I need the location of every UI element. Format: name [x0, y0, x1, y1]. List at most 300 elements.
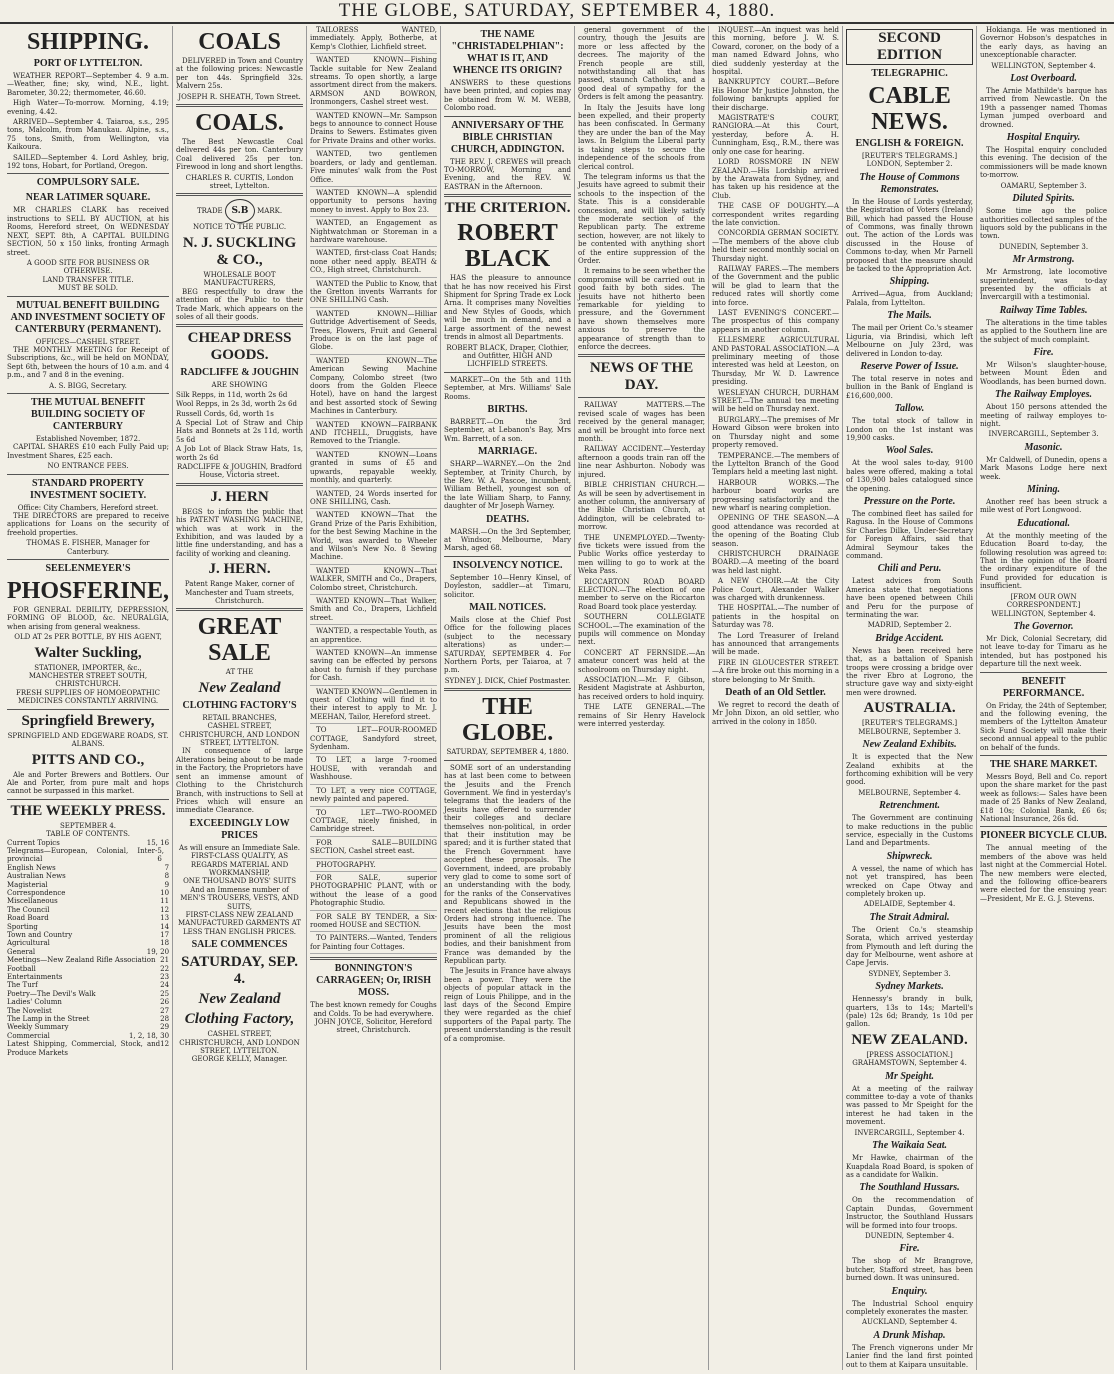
reuter-2: [REUTER'S TELEGRAMS.] [861, 719, 958, 728]
anniversary-heading: ANNIVERSARY OF THE BIBLE CHRISTIAN CHURCH, ADDINGTON. [450, 119, 565, 155]
coals-body: DELIVERED in Town and Country at the following prices: Newcastle per ton 44s. Springfield 32s. Malvern 25s. [176, 57, 304, 91]
capital: CAPITAL SHARES £10 each Fully Paid up; Investment Shares, £25 each. [7, 443, 170, 460]
railway-emp-body: About 150 persons attended the meeting of railway employes to-night. [980, 403, 1108, 428]
toc-page-cell: 1, 2, 18, 30 [128, 1031, 170, 1040]
columns [4, 26, 1110, 1370]
classified-ad: WANTED KNOWN—That WALKER, SMITH and Co., Drapers, Colombo street, Christchurch. [310, 567, 437, 595]
london: LONDON, September 2. [866, 160, 953, 169]
toc-page-cell: 11 [160, 897, 170, 906]
hospital: THE HOSPITAL.—The number of patients in the hospital on Saturday was 78. [712, 604, 840, 630]
column-7 [843, 26, 977, 1370]
oamaru: OAMARU, September 3. [1000, 181, 1087, 190]
list-item: A Special Lot of Straw and Chip Hats and Bonnets at 2s 11d, worth 5s 6d [176, 418, 304, 444]
wellington: WELLINGTON, September 4. [991, 61, 1096, 70]
toc-title-cell: Football [7, 964, 36, 973]
telegraphic: TELEGRAPHIC. [871, 68, 948, 79]
must-be-sold: MUST BE SOLD. [58, 284, 119, 293]
tax: THE CASE OF DOUGHTY.—A correspondent writes regarding the late conviction. [712, 202, 840, 227]
brewery-addr: SPRINGFIELD AND EDGEWARE ROADS, ST. ALBANS. [7, 731, 169, 749]
walter-addr: STATIONER, IMPORTER, &c., MANCHESTER STREET SOUTH, CHRISTCHURCH. [28, 663, 148, 689]
toc-page-cell: 14 [160, 922, 170, 931]
improvement: CHRISTCHURCH DRAINAGE BOARD.—A meeting of the board was held last night. [712, 549, 840, 575]
railway-emp: The Railway Employes. [995, 389, 1092, 401]
dunedin-8: DUNEDIN, September 3. [998, 242, 1089, 251]
toc-row [7, 1023, 169, 1031]
classified-ad: TO LET—FOUR-ROOMED COTTAGE, Sandyford street, Sydenham. [310, 726, 437, 754]
cable-news: CABLE NEWS. [868, 83, 951, 135]
classified-ad: FOR SALE, superior PHOTOGRAPHIC PLANT, with or without the lease of a good Photographic Studio. [310, 874, 437, 911]
invercargill: INVERCARGILL, September 4. [854, 1128, 965, 1137]
great-sale: GREAT SALE [197, 614, 282, 667]
toc-row [7, 948, 169, 956]
wool: Wool Sales. [885, 445, 934, 457]
toc-row [7, 981, 169, 989]
toc-title-cell: Town and Country [7, 931, 73, 939]
toc-row [7, 897, 169, 905]
radcliffe-sign: RADCLIFFE & JOUGHIN, Bradford House, Victoria street. [177, 462, 303, 480]
shipping-heading: SHIPPING. [27, 29, 150, 55]
markets: Sydney Markets. [875, 981, 944, 993]
mark-label: MARK. [257, 207, 283, 216]
chili: Chili and Peru. [877, 563, 942, 575]
suckling: N. J. SUCKLING & CO., [182, 234, 297, 268]
mail-heading: MAIL NOTICES. [469, 602, 546, 614]
mr-speight: Mr Speight. [885, 1070, 934, 1082]
robert-black: ROBERT BLACK [457, 220, 558, 273]
globe-date: SATURDAY, SEPTEMBER 4, 1880. [446, 748, 569, 757]
toc-title-cell: The Novelist [7, 1006, 52, 1015]
mining: Mining. [1026, 484, 1061, 496]
bonnington: BONNINGTON'S CARRAGEEN; Or, IRISH MOSS. [316, 963, 431, 999]
standard-office: Office: City Chambers, Hereford street. [17, 503, 159, 512]
markets-body: Hennessy's brandy in bulk, quarters, 13s to 14s; Martell's (pale) 12s 6d; Brandy, 1s 10d per gallon. [846, 995, 974, 1029]
melbourne-2: MELBOURNE, September 4. [858, 788, 961, 797]
body-1: general government of the country, though the Jesuits are more or less affected by the decrees. The majority of the French people are still, notwithstanding all that has passed, staunch Catholics, and a good deal of sympathy for the Orders is felt among the peasantry. [578, 26, 706, 102]
benefit: BENEFIT PERFORMANCE. [1002, 675, 1085, 699]
classified-ad: WANTED KNOWN—A splendid opportunity to persons having money to invest. Apply to Box 23. [310, 189, 437, 217]
marriage-1: SHARP—WARNEY.—On the 2nd September, at Trinity Church, by the Rev. W. A. Pascoe, incumbent, William Bethell, youngest son of the late William Sharp, to Fanny, daughter of Mr Joseph Warney. [444, 460, 572, 511]
news-heading: NEWS OF THE DAY. [589, 360, 694, 394]
sale-ad: MARKET—On the 5th and 11th September, at Mrs. Williams' Sale Rooms. [444, 375, 572, 401]
mens: MEN'S TROUSERS, VESTS, AND SUITS, [180, 894, 299, 911]
toc-row [7, 1015, 169, 1023]
toc-page-cell: 5, 6 [157, 846, 165, 864]
phos-body: FOR GENERAL DEBILITY, DEPRESSION, FORMING OF BLOOD, &c. NEURALGIA, when arising from general weakness. [7, 606, 170, 631]
agricultural: ELLESMERE AGRICULTURAL AND PASTORAL ASSOCIATION.—A preliminary meeting of those interested was held at Leeston, on Thursday, Mr W. D. Lawrence presiding. [712, 336, 840, 387]
railway-tables-body: The alterations in the time tables as applied to the Southern line are the subject of much complaint. [980, 318, 1108, 344]
toc-title-cell: General [7, 947, 36, 956]
toc-row [7, 889, 169, 897]
coals-sign: JOSEPH R. SHEATH, Town Street. [178, 92, 301, 101]
classified-ad: WANTED KNOWN—That the Grand Prize of the Paris Exhibition, for the best Sewing Machine in the World, was awarded to Wheeler and Wilson's New No. 8 Sewing Machine. [310, 511, 437, 564]
classified-ad: WANTED KNOWN—That Walker, Smith and Co., Drapers, Lichfield street. [310, 597, 437, 625]
fire-7-body: The shop of Mr Brangrove, butcher, Stafford street, has been burned down. It was uninsured. [846, 1257, 974, 1283]
nzexhib-body: It is expected that the New Zealand exhibits at the forthcoming exhibition will be very good. [846, 753, 974, 787]
toc-page-cell: 23 [160, 973, 170, 982]
toc-row [7, 839, 169, 847]
toc-row [7, 914, 169, 922]
toc-page-cell: 13 [160, 914, 170, 923]
australia: AUSTRALIA. [863, 700, 956, 717]
offices: OFFICES—CASHEL STREET. [35, 337, 141, 346]
burglary: BURGLARY.—The premises of Mr Howard Gibson were broken into on Thursday night and some property removed. [712, 415, 840, 450]
kelly: GEORGE KELLY, Manager. [191, 1055, 288, 1064]
nz-assoc: [PRESS ASSOCIATION.] [866, 1050, 953, 1059]
lost: Lost Overboard. [1010, 73, 1077, 85]
trade-label: TRADE [196, 207, 223, 216]
classified-ad: WANTED KNOWN—The American Sewing Machine Company, Colombo street (two doors from the Golden Fleece Hotel), have on hand the largest and best assorted stock of Sewing Machines in Canterbury. [310, 357, 437, 419]
bankruptcy: BANKRUPTCY COURT.—Before His Honor Mr Justice Johnston, the following bankrupts applied for their discharge. [712, 78, 840, 112]
weekly-press: THE WEEKLY PRESS. [10, 802, 166, 819]
classified-ad: WANTED KNOWN—An immense saving can be effected by persons about to furnish if they purchase for Cash. [310, 649, 437, 686]
walter: Walter Suckling, [34, 644, 142, 661]
classified-ad: WANTED the Public to Know, that the Gretton invents Warrants for ONE SHILLING Cash. [310, 280, 437, 308]
classified-ad: FOR SALE—BUILDING SECTION, Cashel street east. [310, 839, 437, 859]
toc-title-cell: Miscellaneous [7, 897, 58, 906]
christadelphian-body: ANSWERS to these questions have been printed, and copies may be obtained from W. M. WEBB, Colombo road. [444, 79, 572, 113]
hussars-body: On the recommendation of Captain Dundas, Government Instructor, the Southland Hussars will be formed into four troops. [846, 1196, 974, 1230]
strait-body: The Orient Co.'s steamship Sorata, which arrived yesterday from Plymouth and left during the day for Melbourne, went ashore at Cape Jervis. [846, 925, 974, 968]
insolvency-body: September 10—Henry Kinsel, of Doyleston, saddler—at Timaru, solicitor. [444, 573, 572, 599]
latimer-body: MR CHARLES CLARK has received instructions to SELL BY AUCTION, at his Rooms, Hereford street, On WEDNESDAY NEXT, SEPT. 8th, A CAPITAL BUILDING SECTION, 50 x 150 links, fronting Armagh street. [7, 206, 170, 257]
porte: Pressure on the Porte. [863, 495, 956, 507]
toc-title-cell: Telegrams—European, Colonial, Inter-provincial [7, 846, 158, 864]
toc-page-cell: 7 [164, 863, 170, 872]
classified-ad: TO LET, a very nice COTTAGE, newly painted and papered. [310, 787, 437, 807]
toc-title-cell: Road Board [7, 914, 49, 923]
christadelphian-heading: THE NAME "CHRISTADELPHIAN": WHAT IS IT, AND WHENCE ITS ORIGIN? [451, 29, 564, 76]
share-body: Messrs Boyd, Bell and Co. report upon the share market for the past week as follows:— Sales have been made of 25 Banks of New Zealand, £18 10s; Colonial Bank, £6 6s; National Insurance, 26s 6d. [980, 772, 1108, 823]
toc-title-cell: Entertainments [7, 973, 63, 982]
lord-dundas: The Lord Treasurer of Ireland has announced that arrangements will be made. [712, 631, 840, 657]
retrenchment-body: The Government are continuing to make reductions in the public service, especially in the Customs Land and Departments. [846, 814, 974, 848]
toc-row [7, 973, 169, 981]
german: CONCORDIA GERMAN SOCIETY.—The members of the above club held their second monthly social on Thursday night. [712, 229, 840, 263]
classified-ad: WANTED KNOWN—FAIRBANK AND ITCHELL, Druggists, have Removed to the Triangle. [310, 421, 437, 449]
first-class: FIRST-CLASS QUALITY, AS REGARDS MATERIAL AND WORKMANSHIP, [190, 852, 289, 877]
coals2-heading: COALS. [195, 110, 284, 137]
saturday: SATURDAY, SEP. 4. [181, 954, 298, 988]
toc-row [7, 965, 169, 973]
toc-title-cell: English News [7, 863, 56, 872]
magistrates: MAGISTRATE'S COURT, RANGIORA.—At this Court, yesterday, before A. H. Cunningham, Esq., R.M., there was only one case for hearing. [712, 114, 840, 156]
hussars: The Southland Hussars. [859, 1182, 960, 1194]
news-item: THE UNEMPLOYED.—Twenty-five tickets were issued from the Public Works office yesterday to men willing to go to work at the Weka Pass. [578, 533, 706, 576]
toc-page-cell: 9 [164, 880, 170, 889]
toc-page-cell: 8 [164, 872, 170, 881]
arrived: ARRIVED—September 4. Taiaroa, s.s., 295 tons, Malcolm, from Manukau. Alpine, s.s., 75 tons, Smith, from Wellington, via Kaikoura. [7, 118, 170, 152]
fire-7: Fire. [899, 1243, 920, 1255]
toc-page-cell: 18 [160, 939, 170, 948]
toc-title-cell: Correspondence [7, 888, 66, 897]
grahamstown: GRAHAMSTOWN, September 4. [852, 1059, 967, 1068]
compulsory-heading: COMPULSORY SALE. [36, 177, 140, 189]
pioneer: PIONEER BICYCLE CLUB. [980, 830, 1107, 842]
fisher-sign: THOMAS E. FISHER, Manager for Canterbury. [26, 539, 150, 556]
reuter: [REUTER'S TELEGRAMS.] [861, 152, 958, 160]
port-heading: PORT OF LYTTELTON. [33, 58, 143, 69]
column-2 [173, 26, 307, 1370]
good-site: A GOOD SITE FOR BUSINESS OR OTHERWISE. [26, 258, 150, 276]
wanted-list [310, 26, 437, 954]
news-item: BIBLE CHRISTIAN CHURCH.—As will be seen by advertisement in another column, the anniversary of the Bible Christian Church, at Addington, will be celebrated to-morrow. [578, 481, 706, 532]
thousand: ONE THOUSAND BOYS' SUITS [183, 877, 296, 886]
black-sign: ROBERT BLACK, Draper, Clothier, and Outfitter, HIGH AND LICHFIELD STREETS. [446, 343, 569, 369]
fire-8-body: Mr Wilson's slaughter-house, between Mount Eden and Woodlands, has been burned down. [980, 360, 1108, 386]
coals2-body: The Best Newcastle Coal delivered 44s per ton. Canterbury Coal delivered 25s per ton. Firewood in long and short lengths. [176, 138, 304, 172]
toc-page-cell: 22 [160, 964, 170, 973]
news-item: RAILWAY MATTERS.—The revised scale of wages has been received by the general manager, and will be brought into force next month. [578, 401, 706, 444]
toc-title-cell: Sporting [7, 922, 38, 931]
governor-body: Mr Dick, Colonial Secretary, did not leave to-day for Timaru as he intended, but has postponed his departure till the next week. [980, 634, 1108, 669]
suckling-body: BEG respectfully to draw the attention of the Public to their Trade Mark, which appears on the soles of all their goods. [176, 287, 304, 321]
column-5 [575, 26, 709, 1370]
tallow-body: The total stock of tallow in London on the 1st instant was 19,900 casks. [846, 417, 974, 442]
invercargill-8: INVERCARGILL, September 3. [988, 430, 1099, 439]
hern-addr: Patent Range Maker, corner of Manchester and Tuam streets, Christchurch. [184, 580, 295, 606]
commons-body: In the House of Lords yesterday, the Registration of Voters (Ireland) Bill, which had passed the House of Commons, was finally thrown out. The action of the Lords was discussed in the House of Commons to-day, when Mr Parnell proposed that the measure should be tacked to the Appropriation Act. [846, 197, 974, 274]
toc-page-cell: 29 [160, 1023, 170, 1032]
classified-ad: WANTED KNOWN—Hilliar Guttridge Advertisement of Seeds, Trees, Flowers, Fruit and General Produce is on the last page of Globe. [310, 310, 437, 355]
toc-title-cell: The Council [7, 905, 50, 914]
educational: Educational. [1016, 517, 1071, 529]
fire: FIRE IN GLOUCESTER STREET.—A fire broke out this morning in a store belonging to Mr Smith. [712, 658, 840, 684]
pitts-body: Ale and Porter Brewers and Bottlers. Our Ale and Porter, from pure malt and hops cannot be surpassed in this market. [7, 770, 170, 796]
immense: And an Immense number of [190, 885, 289, 894]
toc-page-cell: 21 [160, 956, 170, 965]
column-6 [709, 26, 843, 1370]
chili-body: Latest advices from South America state that negotiations have been opened between Chili and Peru for the purpose of terminating the war. [846, 577, 974, 620]
toc-page-cell: 24 [160, 981, 170, 990]
enquiry-body: The Industrial School enquiry completely exonerates the master. [846, 1299, 974, 1316]
classified-ad: WANTED, an Engagement as Nightwatchman or Storeman in a hardware warehouse. [310, 219, 437, 247]
diluted-body: Some time ago the police authorities collected samples of the liquors sold by the publicans in the town. [980, 207, 1108, 241]
opening: OPENING OF THE SEASON.—A good attendance was recorded at the opening of the Boating Club season. [712, 514, 840, 548]
concert: A NEW CHOIR.—At the City Police Court, Alexander Walker was charged with drunkenness. [712, 577, 840, 602]
phosferine: PHOSFERINE, [7, 578, 170, 605]
suckling-sub: WHOLESALE BOOT MANUFACTURERS, [203, 270, 276, 288]
toc-row [7, 1032, 169, 1040]
armstrong: Mr Armstrong. [1012, 254, 1075, 266]
toc-page-cell: 26 [160, 998, 170, 1007]
hospital-8-body: The Hospital enquiry concluded this evening. The decision of the commissioners will be made known to-morrow. [980, 146, 1108, 180]
masthead [0, 0, 1114, 24]
radcliffe: RADCLIFFE & JOUGHIN [180, 367, 299, 379]
column-1 [4, 26, 173, 1370]
toc-page-cell: 28 [160, 1015, 170, 1024]
body-3: The telegram informs us that the Jesuits have agreed to submit their schools to the inspection of the State. This is a considerable concession, and will likely satisfy the moderate section of the Republican party. The extreme section, however, are not likely to be contented with anything short of the entire suppression of the Order. [578, 172, 706, 265]
pitts: PITTS AND CO., [31, 751, 145, 768]
from-own: [FROM OUR OWN CORRESPONDENT.] [1006, 592, 1081, 610]
toc-title: TABLE OF CONTENTS. [46, 830, 130, 839]
death-1: MARSH.—On the 3rd September, at Windsor, Melbourne, Mary Marsh, aged 68. [444, 527, 572, 553]
globe-heading: THE GLOBE. [461, 694, 554, 747]
column-4 [441, 26, 575, 1370]
classified-ad: TO PAINTERS.—Wanted, Tenders for Painting four Cottages. [310, 934, 437, 954]
classified-ad: TO LET, a large 7-roomed HOUSE, with verandah and Washhouse. [310, 756, 437, 784]
masthead-title: THE GLOBE, SATURDAY, SEPTEMBER 4, 1880. [338, 0, 776, 21]
toc-page-cell: 15, 16 [146, 838, 170, 847]
shipwreck: Shipwreck. [886, 850, 933, 862]
births-heading: BIRTHS. [487, 403, 528, 415]
english-foreign: ENGLISH & FOREIGN. [855, 138, 964, 149]
porte-body: The combined fleet has sailed for Ragusa. In the House of Commons Sir Charles Dilke, Under-Secretary for Foreign Affairs, said that Admiral Seymour takes the command. [846, 509, 974, 560]
melbourne: MELBOURNE, September 3. [858, 727, 961, 736]
toc-title-cell: Meetings—New Zealand Rifle Association [7, 956, 156, 965]
toc-row [7, 847, 169, 864]
classified-ad: WANTED KNOWN—Fishing Tackle suitable for New Zealand streams. To open shortly, a large assortment direct from the makers. ARMSON AND BOWRON, Ironmongers, Cashel street west. [310, 56, 437, 109]
wellington-8b: WELLINGTON, September 4. [991, 609, 1096, 618]
madrid: MADRID, September 2. [867, 621, 952, 630]
news-item: SOUTHERN COLLEGIATE SCHOOL.—The examination of the pupils will commence on Monday next. [578, 613, 706, 647]
reserve-body: The total reserve in notes and bullion in the Bank of England is £16,600,000. [846, 374, 974, 400]
toc-page-cell: 12 [160, 905, 170, 914]
toc-row [7, 906, 169, 914]
fcnz: FIRST-CLASS NEW ZEALAND MANUFACTURED GARMENTS AT LESS THAN ENGLISH PRICES. [178, 910, 302, 936]
weather-report: WEATHER REPORT—September 4. 9 a.m.—Weather, fine; sky, wind, N.E., light. Barometer, 30.22; thermometer, 46.60. [7, 72, 170, 97]
railway-fare: RAILWAY FARES.—The members of the Government and the public will be glad to learn that the reduced rates will shortly come into force. [712, 264, 840, 307]
anniversary-body: THE REV. J. CREWES will preach TO-MORROW, Morning and Evening, and the REV. W. EASTRAN in the Afternoon. [444, 157, 572, 191]
nzexhib: New Zealand Exhibits. [862, 739, 957, 751]
notice: NOTICE TO THE PUBLIC. [192, 223, 287, 232]
news-item: THE LATE GENERAL.—The remains of Sir Henry Havelock were interred yesterday. [578, 703, 706, 729]
cf2: Clothing Factory, [184, 1011, 295, 1028]
bridge-body: News has been received here that, as a battalion of Spanish troops were crossing a bridge over the river Ebro at Logrono, the structure gave way and sixty-eight men were drowned. [846, 646, 974, 697]
bridge: Bridge Accident. [875, 632, 944, 644]
masonic: Masonic. [1024, 441, 1063, 453]
joyce: JOHN JOYCE, Solicitor, Hereford street, Christchurch. [315, 1018, 433, 1035]
list-item: A Job Lot of Black Straw Hats, 1s, worth 2s 6d [176, 445, 304, 462]
news-item: RICCARTON ROAD BOARD ELECTION.—The election of one member to serve on the Riccarton Road Board took place yesterday. [578, 577, 706, 611]
waikaia: The Waikaia Seat. [872, 1140, 947, 1152]
toc-row [7, 923, 169, 931]
toc-title-cell: Poetry—The Devil's Walk [7, 989, 96, 998]
mails-body: The mail per Orient Co.'s steamer Liguria, via Brindisi, which left Melbourne on July 23rd, was delivered in London to-day. [846, 324, 974, 358]
latimer-heading: NEAR LATIMER SQUARE. [25, 192, 151, 204]
deaths-heading: DEATHS. [486, 513, 529, 525]
fire-8: Fire. [1033, 346, 1054, 358]
high-water: High Water—To-morrow. Morning, 4.19; evening, 4.42. [7, 99, 170, 116]
alteration: IN consequence of large Alterations being about to be made in the Factory, the Proprietors have sent an immense amount of Clothing to the Christchurch Branch, with instructions to Sell at Prices which will ensure an immediate Clearance. [176, 747, 304, 815]
seelenmeyer: SEELENMEYER'S [45, 563, 131, 575]
retail-addr: CASHEL STREET, CHRISTCHURCH, AND LONDON STREET, LYTTELTON. [179, 722, 300, 748]
bonnington-body: The best known remedy for Coughs and Colds. To be had everywhere. [310, 1001, 437, 1018]
toc-title-cell: Australian News [7, 872, 66, 881]
armstrong-body: Mr Armstrong, late locomotive superintendent, was to-day presented by the officials at Invercargill with a testimonial. [980, 268, 1108, 302]
body-4: It remains to be seen whether the compromise will be carried out in good faith by both sides. The Jesuits have not hitherto been remarkable for yielding to pressure, and the Government have shown themselves more anxious to preserve the appearance of strength than to enforce the decrees. [578, 267, 706, 352]
editorial-1: SOME sort of an understanding has at last been come to between the Jesuits and the French Government. We find in yesterday's telegrams that the leaders of the Jesuits have offered to surrender their colleges and declare themselves non-political, in order that their institution may be spared; and it is further stated that the French Government have accepted these proposals. The Government, indeed, are probably very glad to come to some sort of an understanding with the body, for the ranks of the Conservatives and Republicans showed in the recent elections that the religious Orders had strong influence. The Jesuits have been the most prominent of all the religious bodies, and their banishment from France was demanded by the Republican party. [444, 763, 572, 966]
phos-price: OLD AT 2s PER BOTTLE, BY HIS AGENT, [14, 633, 162, 642]
mining-body: Another reef has been struck a mile west of Port Longwood. [980, 498, 1108, 515]
toc-row [7, 881, 169, 889]
last-night: LAST EVENING'S CONCERT.—The prospectus of this company appears in another column. [712, 309, 840, 334]
toc-page-cell: 25 [160, 989, 170, 998]
column-8 [977, 26, 1110, 1370]
shipwreck-body: A vessel, the name of which has not yet transpired, has been wrecked on Cape Otway and completely broken up. [846, 864, 974, 898]
sale-commences: SALE COMMENCES [191, 939, 288, 951]
waikaia-body: Mr Hawke, chairman of the Kuapdala Road Board, is spoken of as a candidate for Walkin. [846, 1154, 974, 1179]
toc-title-cell: Agricultural [7, 939, 50, 948]
intro: Hokianga. He was mentioned in Governor Hobson's despatches in the early days, as having an unexceptionable character. [980, 26, 1108, 60]
adelaide: ADELAIDE, September 4. [863, 900, 956, 909]
inquest: INQUEST.—An inquest was held this morning, before J. W. S. Coward, coroner, on the body of a man named Edward Johns, who died suddenly yesterday at the hospital. [712, 26, 840, 77]
criterion-body: HAS the pleasure to announce that he has now received his First Shipment for Spring Trade ex Lock Arna. It comprises many Novelties and New Styles of Goods, which will be much in demand, and a Large assortment of the newest trends in almost all Departments. [444, 274, 572, 342]
shipping-body: Arrived—Agua, from Auckland; Palala, from Lyttelton. [846, 290, 974, 307]
news-item: RAILWAY ACCIDENT.—Yesterday afternoon a goods train ran off the line near Ashburton. Nobody was injured. [578, 445, 706, 479]
postmaster: SYDNEY J. DICK, Chief Postmaster. [444, 676, 571, 685]
classified-ad: WANTED, two gentlemen boarders, or lady and gentleman. Five minutes' walk from the Post Office. [310, 150, 437, 187]
sydney: SYDNEY, September 3. [868, 969, 951, 978]
strait: The Strait Admiral. [869, 911, 950, 923]
old-settler: Death of an Old Settler. [725, 687, 826, 699]
toc-title-cell: Latest Shipping, Commercial, Stock, and Produce Markets [7, 1040, 161, 1057]
fisher-body: THE DIRECTORS are prepared to receive applications for Loans on the security of freehold properties. [7, 512, 170, 537]
column-3 [307, 26, 441, 1370]
wesleyan: WESLEYAN CHURCH, DURHAM STREET.—The annual tea meeting will be held on Thursday next. [712, 388, 840, 414]
toc-row [7, 939, 169, 947]
toc-row [7, 998, 169, 1006]
clothing-factory: CLOTHING FACTORY'S [182, 699, 297, 711]
cf2-addr: CASHEL STREET, CHRISTCHURCH, AND LONDON STREET, LYTTELTON. [179, 1030, 300, 1055]
harbour: HARBOUR WORKS.—The harbour board works are progressing satisfactorily and the new wharf is nearing completion. [712, 478, 840, 512]
weekly-date: SEPTEMBER 4. [60, 821, 117, 830]
old-settler-body: We regret to record the death of Mr John Dixon, an old settler, who arrived in the colony in 1850. [712, 701, 840, 726]
tallow: Tallow. [894, 403, 925, 415]
cheap-dress: CHEAP DRESS GOODS. [187, 330, 292, 364]
classified-ad: WANTED KNOWN—Loans granted in sums of £5 and upwards, repayable weekly, monthly, and quarterly. [310, 451, 437, 488]
toc-title-cell: Magisterial [7, 880, 48, 889]
hern-heading: J. HERN [210, 488, 269, 505]
list-item: Wool Repps, in 2s 3d, worth 2s 6d [176, 400, 297, 409]
hern-heading-2: J. HERN. [208, 561, 271, 578]
commons: The House of Commons Remonstrates. [859, 171, 960, 195]
hern-body: BEGS to inform the public that his PATENT WASHING MACHINE, which was at work in the Exhibition, and was lauded by a little fine understanding, and has a facility of working and cleaning. [176, 507, 304, 558]
pioneer-body: The annual meeting of the members of the above was held last night at the Commercial Hotel. The new members were elected, and the following office-bearers were elected for the ensuing year:—President, Mr E. G. J. Stevens. [980, 844, 1108, 903]
mutual-heading: MUTUAL BENEFIT BUILDING AND INVESTMENT SOCIETY OF CANTERBURY (PERMANENT). [10, 299, 166, 335]
low-prices: EXCEEDINGLY LOW PRICES [189, 817, 290, 841]
toc-row [7, 1007, 169, 1015]
editorial-2: The Jesuits in France have always been a power. They were the objects of popular attack in the reign of Louis Philippe, and in the last days of the Second Empire they were regarded as the chief supporters of the Papal party. The present understanding is the result of a compromise. [444, 967, 572, 1043]
classified-ad: WANTED, 24 Words inserted for ONE SHILLING, Cash. [310, 490, 437, 510]
toc-page-cell: 17 [160, 931, 170, 939]
classified-ad: WANTED KNOWN—Mr. Sampson begs to announce to connect House Drains to Sewers. Estimates given for Private Drains and other works. [310, 112, 437, 149]
toc-list [7, 839, 169, 1058]
hospital-8: Hospital Enquiry. [1006, 132, 1081, 144]
dunedin: DUNEDIN, September 4. [864, 1231, 955, 1240]
at-the: AT THE [225, 668, 254, 677]
coals2-sign: CHARLES R. CURTIS, London street, Lyttelton. [185, 173, 294, 191]
auckland: AUCKLAND, September 4. [861, 1318, 958, 1327]
mutual-body: THE MONTHLY MEETING for Receipt of Subscriptions, &c., will be held on MONDAY, Sept 6th, between the hours of 10 a.m. and 4 p.m., and 7 and 8 in the evening. [7, 345, 170, 380]
classified-ad: FOR SALE BY TENDER, a Six-roomed HOUSE and SECTION. [310, 913, 437, 933]
temperance: TEMPERANCE.—The members of the Lyttelton Branch of the Good Templars held a meeting last night. [712, 451, 840, 477]
standard-heading: THE MUTUAL BENEFIT BUILDING SOCIETY OF CANTERBURY [30, 396, 146, 432]
toc-page-cell: 19, 20 [146, 947, 170, 956]
drunk-body: The French vignerons under Mr Lanier find the land first pointed out to them at Kaipara unsuitable. [846, 1343, 974, 1369]
toc-row [7, 872, 169, 880]
governor: The Governor. [1013, 620, 1074, 632]
toc-title-cell: Ladies' Column [7, 998, 62, 1007]
speight-body: At a meeting of the railway committee to-day a vote of thanks was passed to Mr Speight for the interest he had taken in the movement. [846, 1084, 974, 1127]
homoeo: FRESH SUPPLIES OF HOMOEOPATHIC MEDICINES CONSTANTLY ARRIVING. [15, 688, 161, 706]
criterion: THE CRITERION. [444, 200, 571, 217]
masonic-body: Mr Caldwell, of Dunedin, opens a Mark Masons Lodge here next week. [980, 455, 1108, 481]
news-list [578, 401, 705, 728]
news-item: ASSOCIATION.—Mr. F. Gibson, Resident Magistrate at Ashburton, has received orders to hold inquiry. [578, 676, 706, 701]
toc-title-cell: Commercial [7, 1031, 50, 1040]
mutual-secretary: A. S. BIGG, Secretary. [49, 381, 127, 390]
diluted: Diluted Spirits. [1012, 193, 1075, 205]
